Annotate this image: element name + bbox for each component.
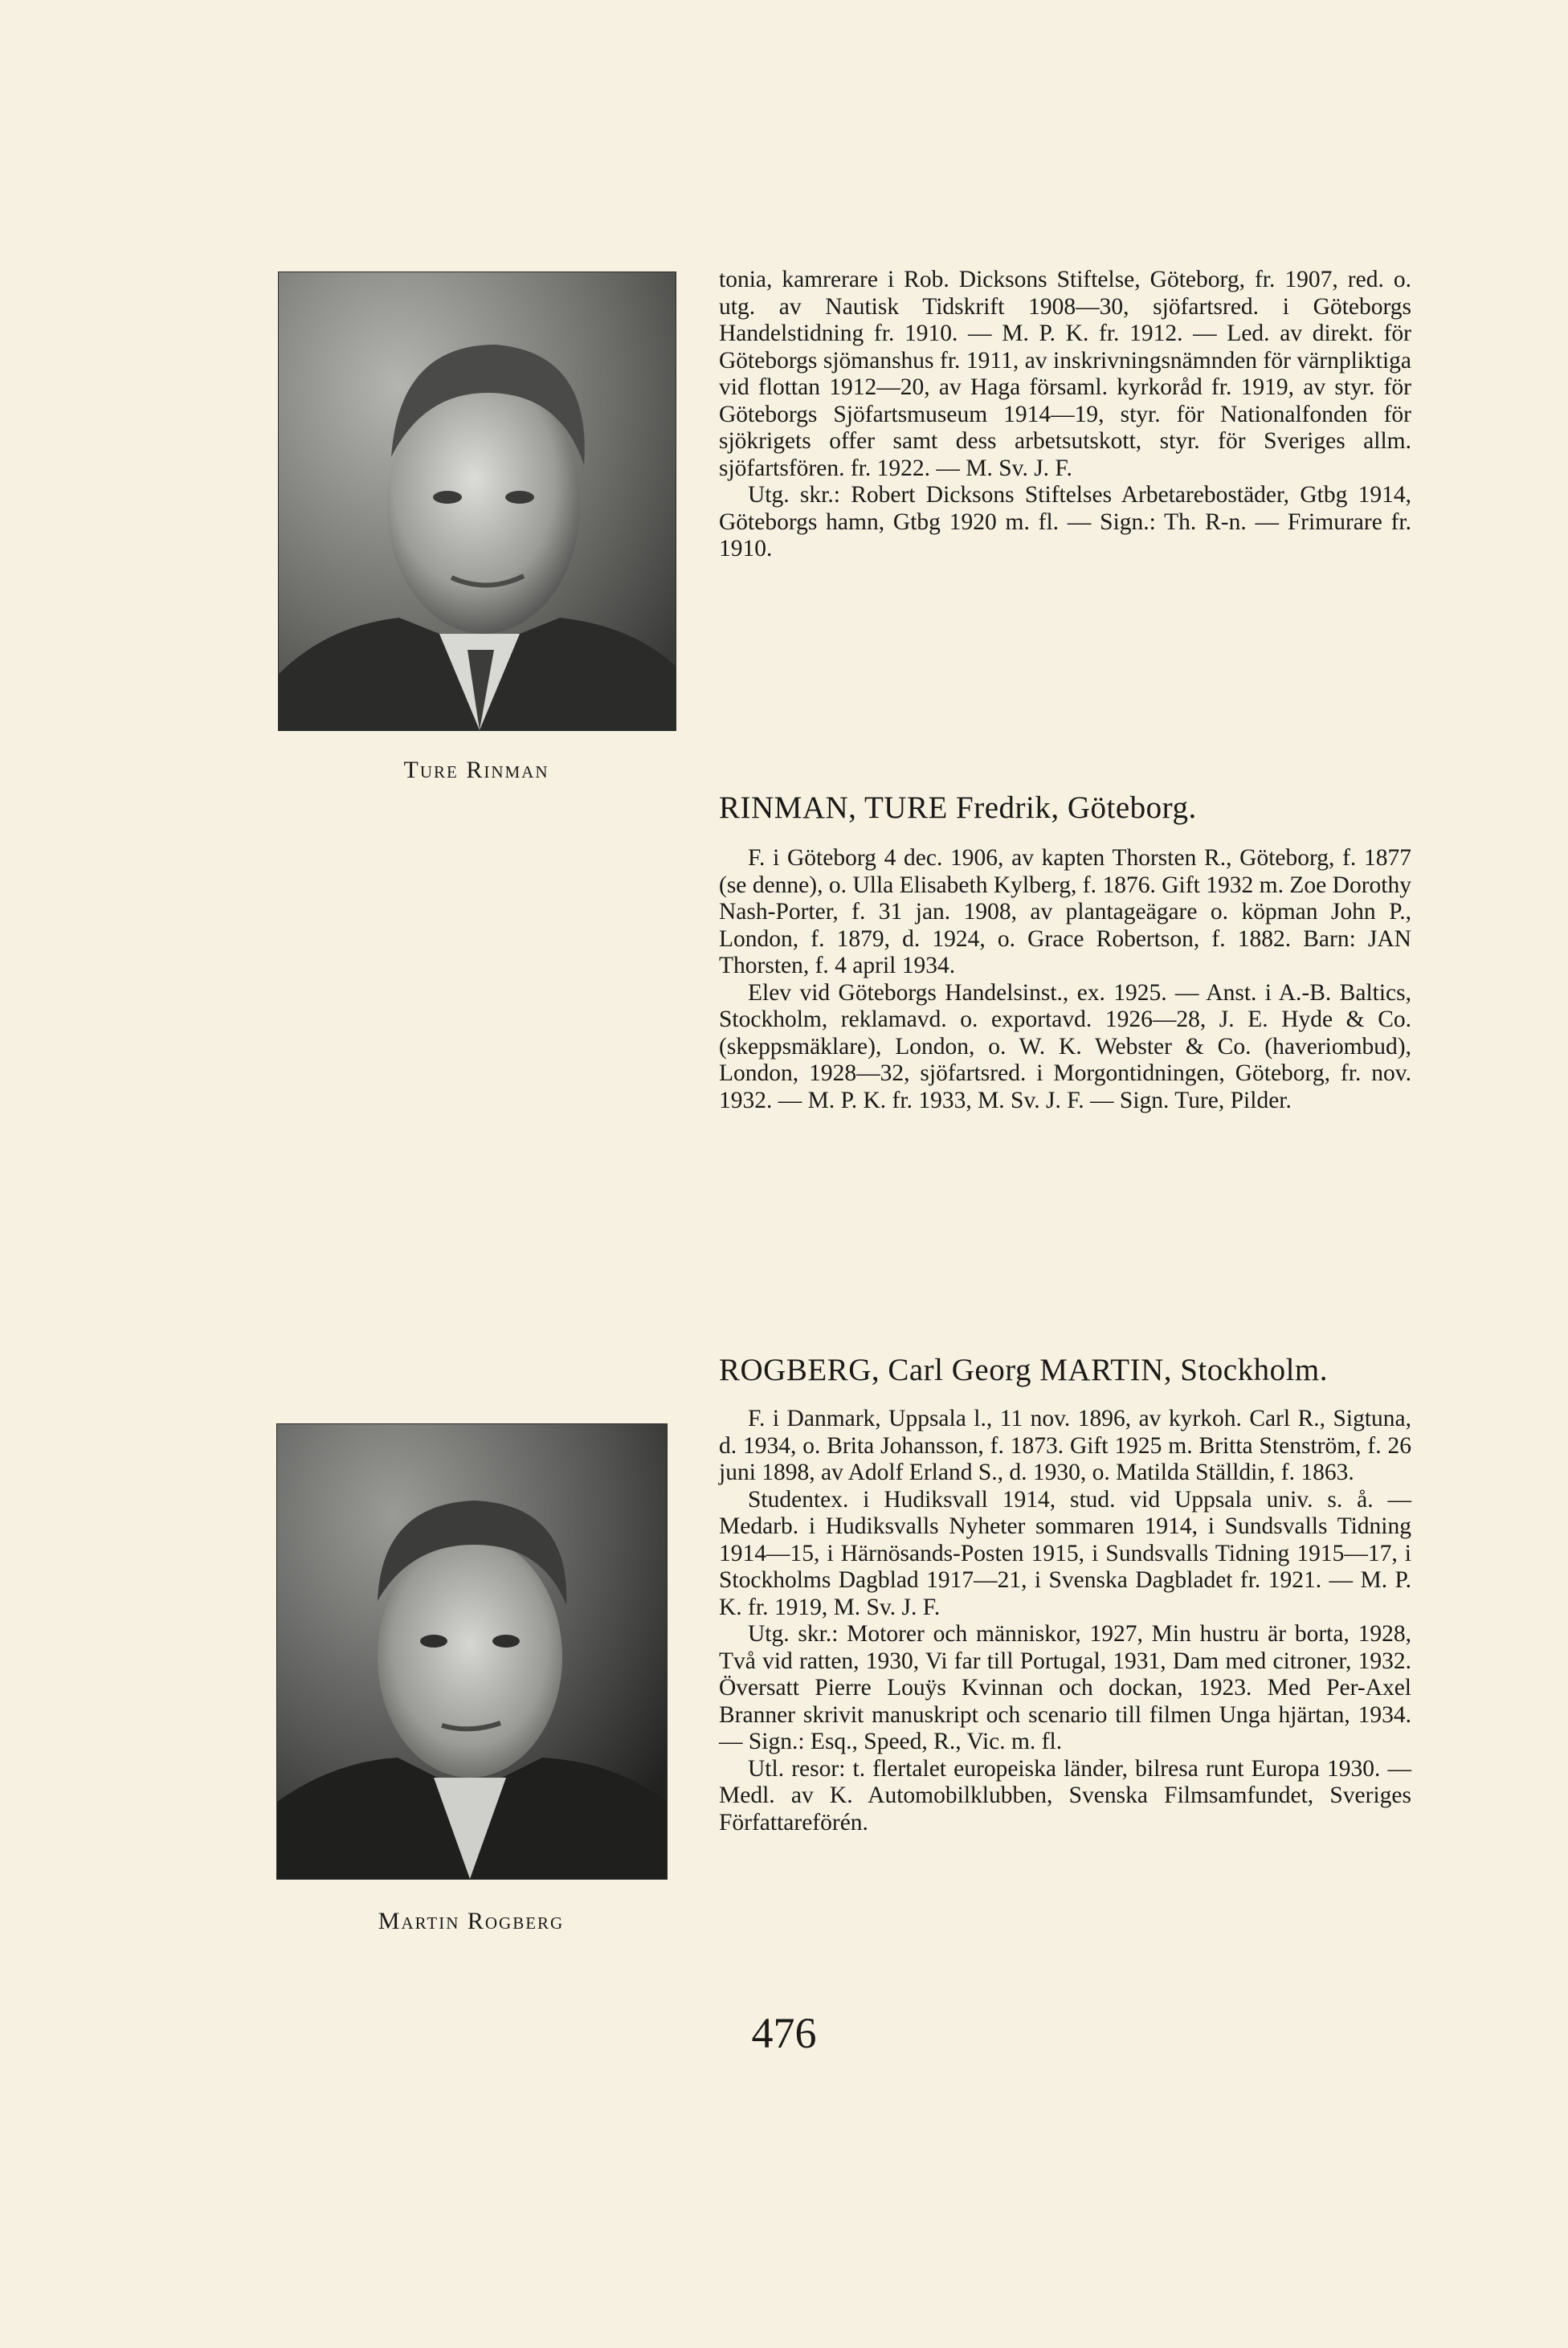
paragraph: tonia, kamrerare i Rob. Dicksons Stiftelse, Göteborg, fr. 1907, red. o. utg. av Nautisk Tidskrift 1908—30, sjöfartsred. i Göteborgs Handelstidning fr. 1910. — M. P. K. fr. 1912. — Led. av direkt. för Göteborgs sjömanshus fr. 1911, av inskrivningsnämnden för värnpliktiga vid flottan 1912—20, av Haga församl. kyrkoråd fr. 1919, av styr. för Göteborgs Sjöfartsmuseum 1914—19, styr. för Nationalfonden för sjökrigets offer samt dess arbetsutskott, styr. för Sveriges allm. sjöfartsfören. fr. 1922. — M. Sv. J. F. bbox=[719, 267, 1411, 481]
entry-text-rinman bbox=[719, 845, 1411, 1114]
portrait-figure-icon bbox=[279, 272, 676, 730]
paragraph: Studentex. i Hudiksvall 1914, stud. vid Uppsala univ. s. å. — Medarb. i Hudiksvalls Nyheter sommaren 1914, i Sundsvalls Tidning 1914—15, i Härnösands-Posten 1915, i Sundsvalls Tidning 1915—17, i Stockholms Dagblad 1917—21, i Svenska Dagbladet fr. 1921. — M. P. K. fr. 1919, M. Sv. J. F. bbox=[719, 1486, 1411, 1620]
portrait-photo-martin-rogberg bbox=[276, 1423, 668, 1880]
paragraph: F. i Danmark, Uppsala l., 11 nov. 1896, av kyrkoh. Carl R., Sigtuna, d. 1934, o. Brita Johansson, f. 1873. Gift 1925 m. Britta Stenström, f. 26 juni 1898, av Adolf Erland S., d. 1930, o. Matilda Ställdin, f. 1863. bbox=[719, 1406, 1411, 1485]
portrait-figure-icon bbox=[277, 1424, 667, 1879]
portrait-photo-ture-rinman bbox=[278, 272, 676, 731]
paragraph: Utl. resor: t. flertalet europeiska länder, bilresa runt Europa 1930. — Medl. av K. Automobilklubben, Svenska Filmsamfundet, Sveriges Författareförén. bbox=[719, 1755, 1411, 1836]
page-number: 476 bbox=[751, 2009, 817, 2057]
photo-caption-ture-rinman: Ture Rinman bbox=[403, 757, 549, 783]
paragraph: Utg. skr.: Robert Dicksons Stiftelses Arbetarebostäder, Gtbg 1914, Göteborgs hamn, Gtbg 1920 m. fl. — Sign.: Th. R-n. — Frimurare fr. 1910. bbox=[719, 482, 1411, 561]
paragraph: F. i Göteborg 4 dec. 1906, av kapten Thorsten R., Göteborg, f. 1877 (se denne), o. Ulla Elisabeth Kylberg, f. 1876. Gift 1932 m. Zoe Dorothy Nash-Porter, f. 31 jan. 1908, av plantageägare o. köpman John P., London, f. 1879, d. 1924, o. Grace Robertson, f. 1882. Barn: JAN Thorsten, f. 4 april 1934. bbox=[719, 845, 1411, 978]
entry-continuation-text bbox=[719, 267, 1411, 563]
entry-heading-rinman: RINMAN, TURE Fredrik, Göteborg. bbox=[719, 790, 1197, 825]
photo-caption-martin-rogberg: Martin Rogberg bbox=[378, 1908, 565, 1934]
paragraph: Utg. skr.: Motorer och människor, 1927, Min hustru är borta, 1928, Två vid ratten, 1930, Vi far till Portugal, 1931, Dam med citroner, 1932. Översatt Pierre Louÿs Kvinnan och dockan, 1923. Med Per-Axel Branner skrivit manuskript och scenario till filmen Unga hjärtan, 1934. — Sign.: Esq., Speed, R., Vic. m. fl. bbox=[719, 1621, 1411, 1754]
entry-text-rogberg bbox=[719, 1406, 1411, 1836]
paragraph: Elev vid Göteborgs Handelsinst., ex. 1925. — Anst. i A.-B. Baltics, Stockholm, reklamavd. o. exportavd. 1926—28, J. E. Hyde & Co. (skeppsmäklare), London, o. W. K. Webster & Co. (haveriombud), London, 1928—32, sjöfartsred. i Morgontidningen, Göteborg, fr. nov. 1932. — M. P. K. fr. 1933, M. Sv. J. F. — Sign. Ture, Pilder. bbox=[719, 979, 1411, 1113]
entry-heading-rogberg: ROGBERG, Carl Georg MARTIN, Stockholm. bbox=[719, 1353, 1329, 1387]
